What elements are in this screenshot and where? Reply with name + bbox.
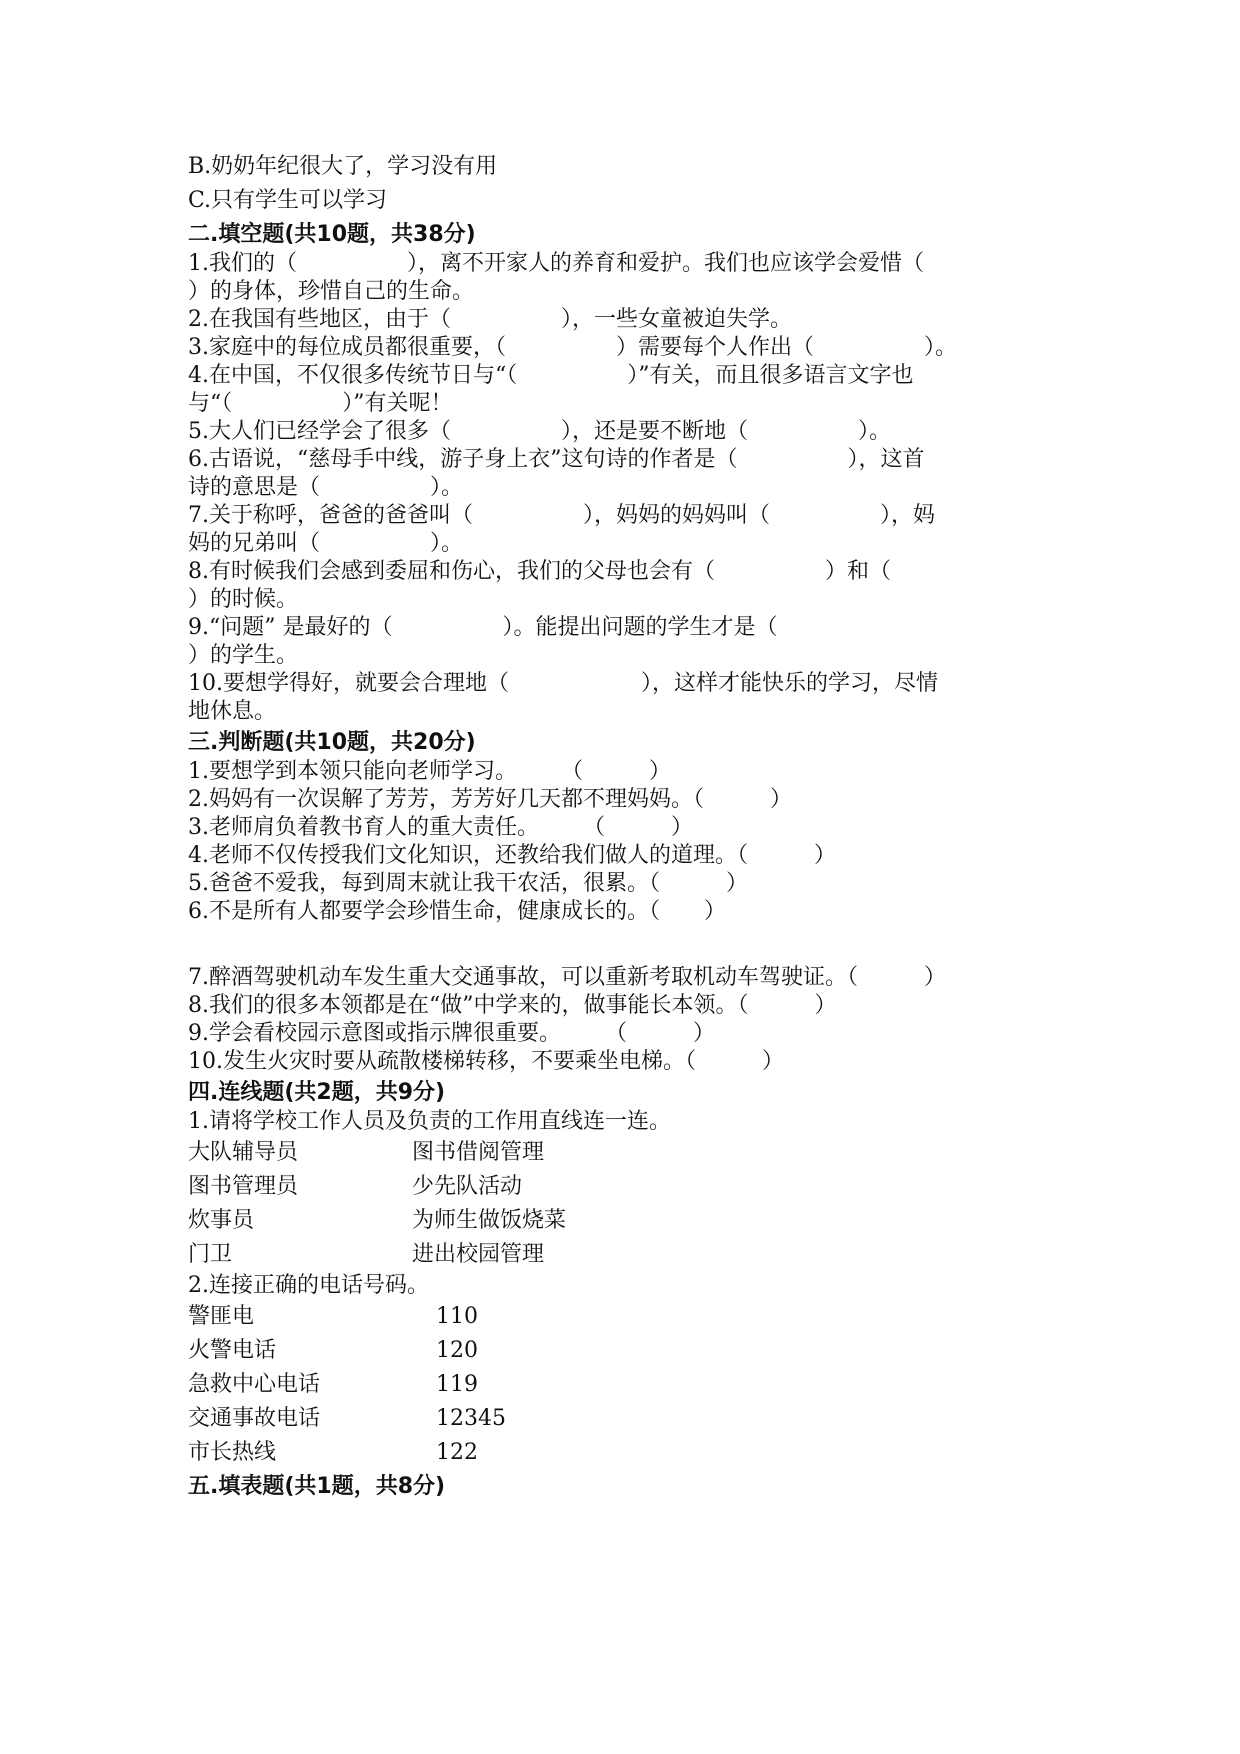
match-left: 图书管理员 (188, 1174, 299, 1199)
section-heading-matching: 四.连线题(共2题，共9分) (188, 1080, 446, 1105)
match-left: 急救中心电话 (188, 1372, 321, 1397)
question-line: 6.古语说，“慈母手中线，游子身上衣”这句诗的作者是（ ），这首 (188, 447, 925, 472)
match-row (188, 1136, 1060, 1170)
question-line: 1.我们的（ ），离不开家人的养育和爱护。我们也应该学会爱惜（ (188, 251, 924, 276)
match-row (188, 1170, 1060, 1204)
true-false-item: 7.醉酒驾驶机动车发生重大交通事故，可以重新考取机动车驾驶证。（ ） (188, 965, 946, 990)
match-left: 门卫 (188, 1242, 233, 1267)
match-row (188, 1300, 1060, 1334)
spacer (188, 926, 1060, 964)
true-false-item: 6.不是所有人都要学会珍惜生命，健康成长的。（ ） (188, 899, 726, 924)
worksheet-page (188, 150, 1060, 1502)
match-row (188, 1204, 1060, 1238)
question-line: 3.家庭中的每位成员都很重要，（ ）需要每个人作出（ ）。 (188, 335, 957, 360)
match-right: 图书借阅管理 (412, 1140, 545, 1165)
match-row (188, 1334, 1060, 1368)
matching-question-1: 1.请将学校工作人员及负责的工作用直线连一连。 (188, 1109, 671, 1134)
question-line: 4.在中国，不仅很多传统节日与“（ ）”有关，而且很多语言文字也 (188, 363, 914, 388)
match-right: 12345 (436, 1406, 506, 1431)
match-row (188, 1402, 1060, 1436)
match-right: 120 (436, 1338, 478, 1363)
true-false-questions (188, 758, 1060, 1076)
true-false-item: 4.老师不仅传授我们文化知识，还教给我们做人的道理。（ ） (188, 843, 836, 868)
fill-blank-questions (188, 250, 1060, 726)
question-line: 2.在我国有些地区，由于（ ），一些女童被迫失学。 (188, 307, 792, 332)
match-left: 市长热线 (188, 1440, 277, 1465)
section-heading-fill-blank: 二.填空题(共10题，共38分) (188, 222, 476, 247)
match-right: 进出校园管理 (412, 1242, 545, 1267)
true-false-item: 5.爸爸不爱我，每到周末就让我干农活，很累。（ ） (188, 871, 748, 896)
section-heading-table: 五.填表题(共1题，共8分) (188, 1474, 446, 1499)
question-line: 与“（ ）”有关呢！ (188, 391, 453, 416)
true-false-item: 10.发生火灾时要从疏散楼梯转移，不要乘坐电梯。（ ） (188, 1049, 784, 1074)
match-left: 火警电话 (188, 1338, 277, 1363)
true-false-item: 9.学会看校园示意图或指示牌很重要。 （ ） (188, 1021, 715, 1046)
question-line: ）的学生。 (188, 643, 299, 668)
question-line: 诗的意思是（ ）。 (188, 475, 464, 500)
matching-staff-table (188, 1136, 1060, 1272)
match-left: 警匪电 (188, 1304, 255, 1329)
match-right: 122 (436, 1440, 478, 1465)
match-left: 炊事员 (188, 1208, 255, 1233)
match-left: 交通事故电话 (188, 1406, 321, 1431)
match-right: 少先队活动 (412, 1174, 523, 1199)
true-false-item: 8.我们的很多本领都是在“做”中学来的，做事能长本领。（ ） (188, 993, 837, 1018)
question-line: 8.有时候我们会感到委屈和伤心，我们的父母也会有（ ）和（ (188, 559, 891, 584)
match-right: 119 (436, 1372, 478, 1397)
true-false-item: 2.妈妈有一次误解了芳芳，芳芳好几天都不理妈妈。（ ） (188, 787, 792, 812)
question-line: ）的身体，珍惜自己的生命。 (188, 279, 475, 304)
matching-phone-table (188, 1300, 1060, 1470)
question-line: 7.关于称呼，爸爸的爸爸叫（ ），妈妈的妈妈叫（ ），妈 (188, 503, 935, 528)
option-c: C.只有学生可以学习 (188, 188, 388, 213)
option-b: B.奶奶年纪很大了，学习没有用 (188, 154, 498, 179)
section-heading-true-false: 三.判断题(共10题，共20分) (188, 730, 476, 755)
match-row (188, 1368, 1060, 1402)
match-row (188, 1238, 1060, 1272)
question-line: 9.“问题” 是最好的（ ）。能提出问题的学生才是（ (188, 615, 778, 640)
question-line: 5.大人们已经学会了很多（ ），还是要不断地（ ）。 (188, 419, 891, 444)
question-line: 10.要想学得好，就要会合理地（ ），这样才能快乐的学习，尽情 (188, 671, 938, 696)
match-right: 110 (436, 1304, 478, 1329)
true-false-item: 3.老师肩负着教书育人的重大责任。 （ ） (188, 815, 693, 840)
match-left: 大队辅导员 (188, 1140, 299, 1165)
match-row (188, 1436, 1060, 1470)
true-false-item: 1.要想学到本领只能向老师学习。 （ ） (188, 759, 671, 784)
match-right: 为师生做饭烧菜 (412, 1208, 567, 1233)
question-line: ）的时候。 (188, 587, 299, 612)
question-line: 妈的兄弟叫（ ）。 (188, 531, 464, 556)
question-line: 地休息。 (188, 699, 277, 724)
matching-question-2: 2.连接正确的电话号码。 (188, 1273, 429, 1298)
